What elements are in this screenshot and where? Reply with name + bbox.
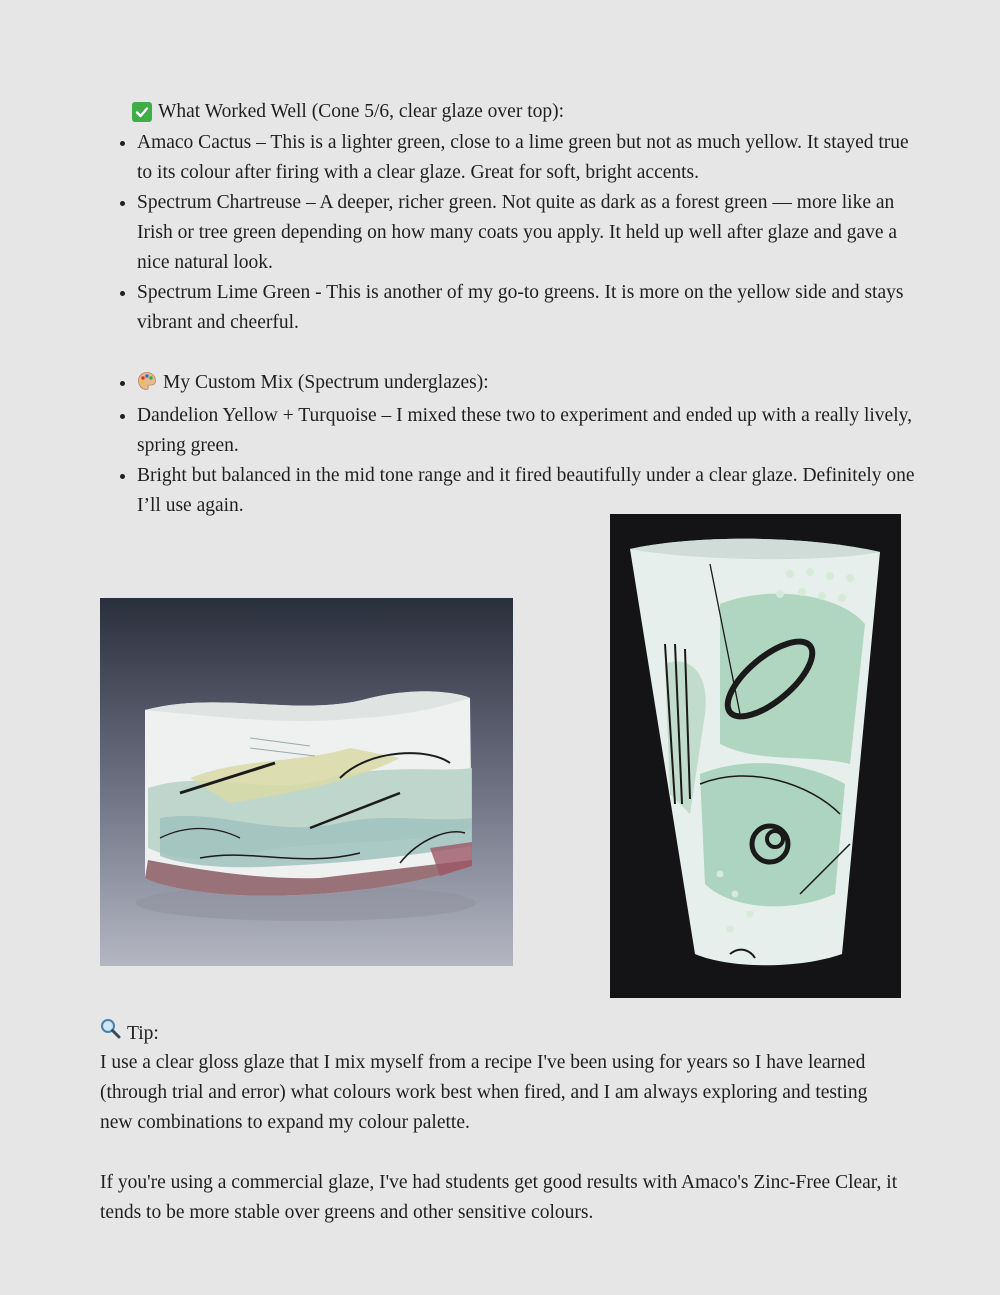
list-item: • Dandelion Yellow + Turquoise – I mixed these two to experiment and ended up with a really lively, spring green.	[137, 401, 927, 461]
custom-mix-heading	[137, 368, 927, 401]
custom-mix-list	[100, 368, 927, 521]
ceramic-bowl-photo	[100, 598, 513, 966]
tip-heading	[100, 1018, 159, 1049]
list-item: • Spectrum Chartreuse – A deeper, richer green. Not quite as dark as a forest green — more like an Irish or tree green depending on how many coats you apply. It held up well after glaze and gave a nice natural look.	[137, 188, 927, 278]
custom-mix-heading-text: My Custom Mix (Spectrum underglazes):	[163, 372, 489, 393]
worked-well-heading	[132, 97, 564, 127]
tip-label: Tip:	[127, 1022, 159, 1044]
list-item: • Amaco Cactus – This is a lighter green, close to a lime green but not as much yellow. It stayed true to its colour after firing with a clear glaze. Great for soft, bright accents.	[137, 128, 927, 188]
magnifying-glass-icon	[100, 1018, 121, 1049]
palette-icon	[137, 371, 157, 401]
tip-paragraph: I use a clear gloss glaze that I mix myself from a recipe I've been using for years so I have learned (through trial and error) what colours work best when fired, and I am always exploring and testing new combinations to expand my colour palette.	[100, 1052, 868, 1133]
tip-paragraph: If you're using a commercial glaze, I've had students get good results with Amaco's Zinc-Free Clear, it tends to be more stable over greens and other sensitive colours.	[100, 1172, 898, 1223]
worked-well-list	[100, 128, 927, 338]
worked-well-heading-text: What Worked Well (Cone 5/6, clear glaze over top):	[158, 101, 565, 122]
ceramic-vase-photo	[610, 514, 901, 998]
check-mark-icon	[132, 102, 152, 122]
list-item: • Bright but balanced in the mid tone range and it fired beautifully under a clear glaze. Definitely one I’ll use again.	[137, 461, 927, 521]
list-item: • Spectrum Lime Green - This is another of my go-to greens. It is more on the yellow side and stays vibrant and cheerful.	[137, 278, 927, 338]
